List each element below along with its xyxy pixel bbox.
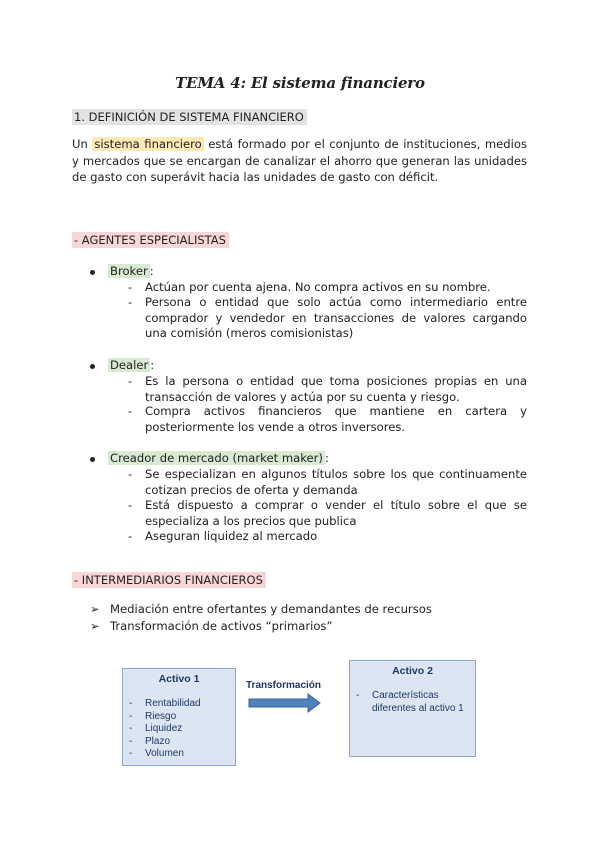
transformation-arrow-icon [248,693,322,713]
asset-box-list-item [129,698,201,711]
dash-icon: - [128,529,133,543]
bullet-dot-icon [90,457,95,462]
asset-box-list-item [129,711,201,724]
dash-icon: - [129,735,133,747]
dash-icon: - [129,698,133,709]
highlighted-term: sistema financiero [94,137,202,151]
transformation-label: Transformación [246,680,322,691]
sub-item-text: Está dispuesto a comprar o vender el título sobre el que se especializa a los precios que publica [145,498,527,528]
arrow-item [90,602,432,616]
definition-paragraph [72,136,527,186]
section-heading-text: 1. DEFINICIÓN DE SISTEMA FINANCIERO [72,109,307,125]
dash-icon: - [128,374,133,388]
agent-label: Dealer [110,358,149,372]
dash-icon: - [129,710,133,722]
dash-icon: - [129,723,133,734]
agent-label: Creador de mercado (market maker) [110,451,323,465]
arrow-item [90,619,332,633]
sub-item-text: Se especializan en algunos títulos sobre los que continuamente cotizan precios de oferta y demanda [145,467,527,497]
dash-icon: - [128,404,133,418]
sub-item-text: Es la persona o entidad que toma posiciones propias en una transacción de valores y actúa por su cuenta y riesgo. [145,374,527,404]
agent-label: Broker [110,264,148,278]
asset-property: Características diferentes al activo 1 [372,690,464,714]
asset-property: Liquidez [145,723,183,734]
asset-box-list [356,690,472,715]
asset-box-list-item [129,748,201,761]
arrow-bullet-icon: ➢ [90,602,100,616]
arrow-bullet-icon: ➢ [90,619,100,633]
asset-property: Riesgo [145,710,177,722]
section-heading-agentes [72,233,229,247]
dash-icon: - [356,690,360,701]
dash-icon: - [128,295,133,309]
page-title: TEMA 4: El sistema financiero [175,74,425,92]
agent-label-suffix: : [324,451,329,465]
dash-icon: - [128,280,133,294]
bullet-dot-icon [90,270,95,275]
agent-label-suffix: : [149,264,154,278]
paragraph-rest: está formado por el conjunto de instituciones, medios y mercados que se encargan de canalizar el ahorro que generan las unidades de gasto con superávit hacia las unidades de gasto con déficit. [72,137,528,184]
asset-box-list-item [356,690,472,715]
arrow-item-text: Transformación de activos “primarios” [110,619,333,633]
section-heading-definicion [72,110,307,124]
agent-label-suffix: : [150,358,155,372]
section-heading-text: - INTERMEDIARIOS FINANCIEROS [72,572,266,588]
dash-icon: - [128,467,133,481]
section-heading-text: - AGENTES ESPECIALISTAS [72,232,229,248]
asset-box-list-item [129,723,201,736]
sub-item-text: Compra activos financieros que mantiene en cartera y posteriormente los vende a otros inversores. [145,404,527,434]
asset-box-list-item [129,736,201,749]
asset-box-1 [122,668,236,766]
section-heading-intermediarios [72,573,266,587]
dash-icon: - [128,498,133,512]
asset-box-list [129,698,201,761]
asset-box-2 [349,660,476,757]
sub-item-text: Persona o entidad que solo actúa como intermediario entre comprador y vendedor en transacciones de valores cargando una comisión (meros comisionistas) [145,295,527,340]
asset-box-title: Activo 2 [392,665,433,677]
paragraph-lead: Un [72,137,88,151]
arrow-item-text: Mediación entre ofertantes y demandantes de recursos [110,602,432,616]
sub-item-text: Actúan por cuenta ajena. No compra activos en su nombre. [145,280,491,294]
asset-box-title: Activo 1 [158,673,200,685]
asset-property: Rentabilidad [145,698,201,709]
asset-property: Volumen [145,748,184,759]
asset-property: Plazo [145,735,171,747]
dash-icon: - [129,748,133,759]
sub-item-text: Aseguran liquidez al mercado [145,529,318,543]
bullet-dot-icon [90,364,95,369]
